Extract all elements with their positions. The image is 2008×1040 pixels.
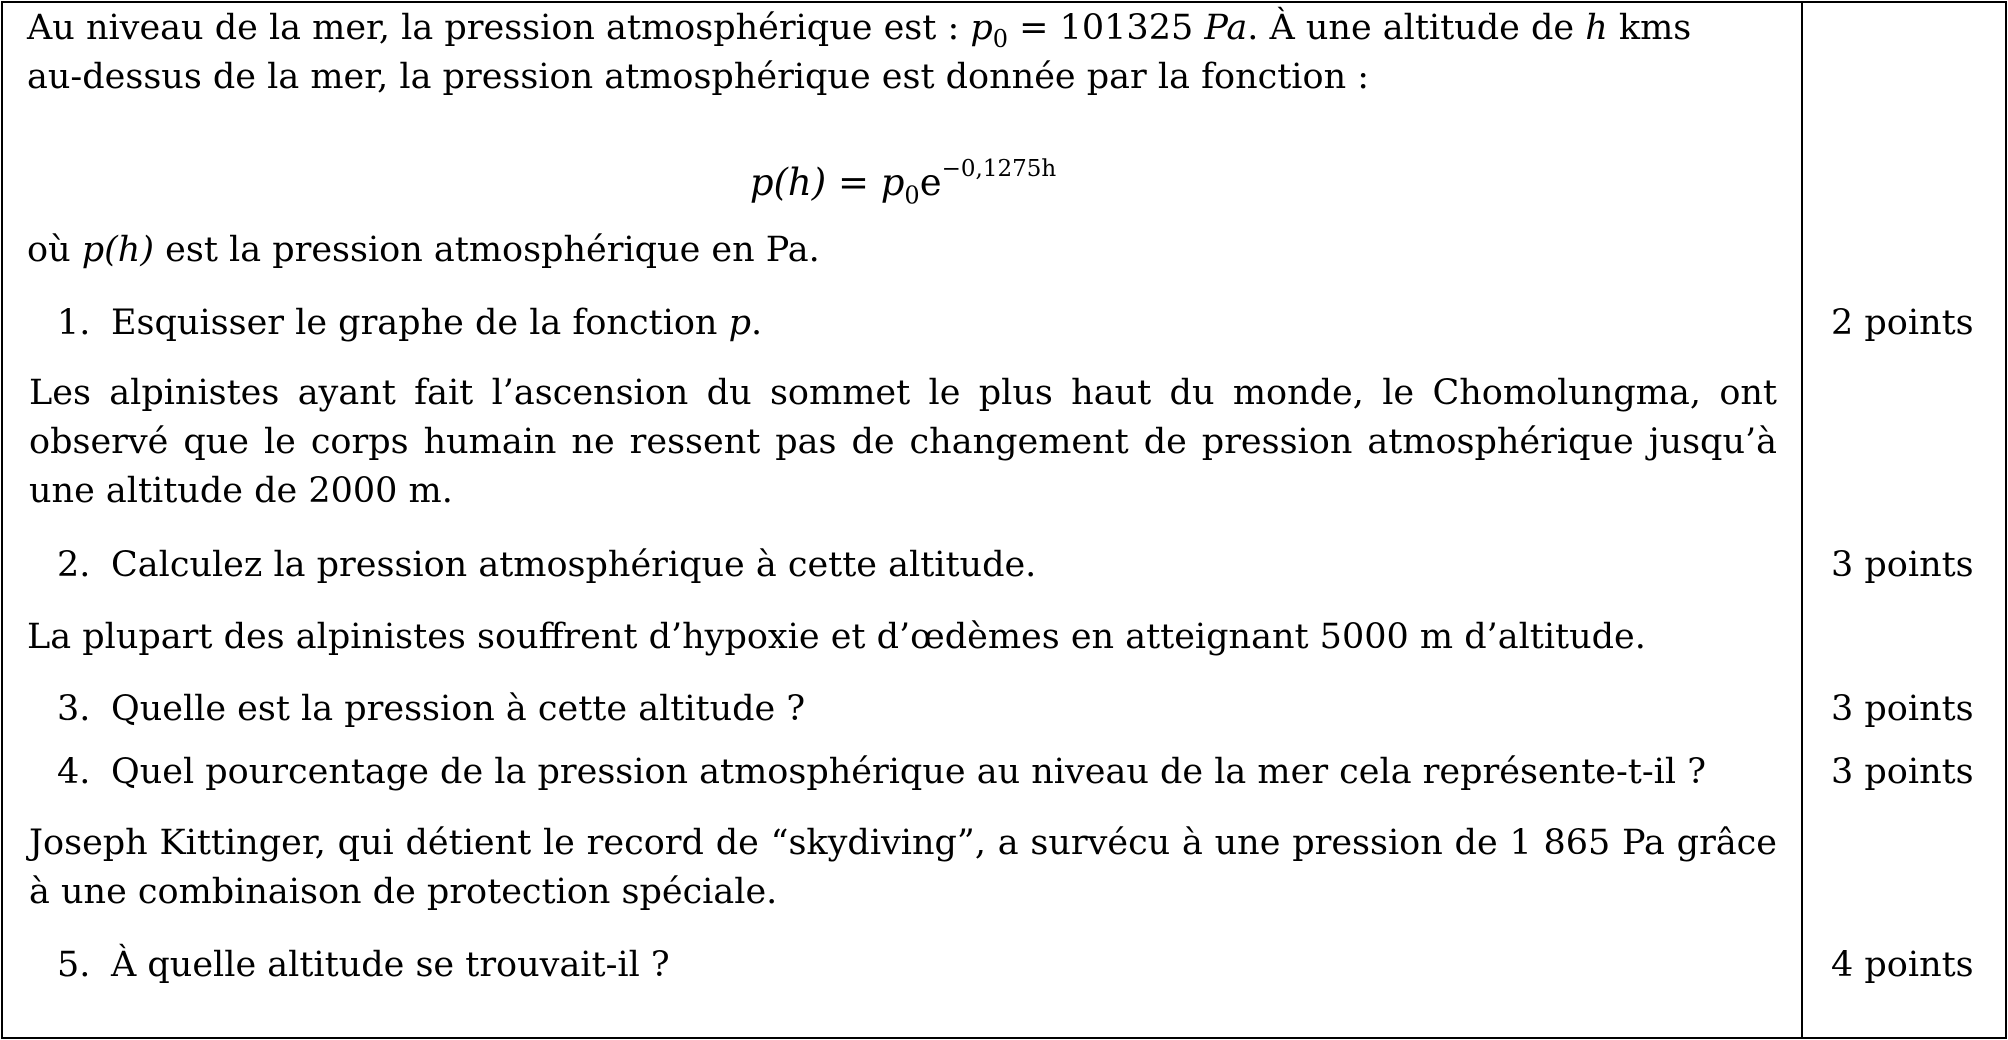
question-text: Calculez la pression atmosphérique à cette altitude. [111,545,1037,585]
question-text: Quelle est la pression à cette altitude ? [111,689,806,729]
question-number: 1. [57,303,91,343]
formula-equals: = [826,161,881,204]
pressure-unit: Pa [1204,8,1248,48]
paragraph-alpinistes: Les alpinistes ayant fait l’ascension du sommet le plus haut du monde, le Chomolungma, ont observé que le corps humain ne ressent pas de changement de pression atmosphérique jusqu’à une altitude de 2000 m. [29,373,1777,511]
exercise-table [1,1,2007,1039]
paragraph-hypoxie: La plupart des alpinistes souffrent d’hypoxie et d’œdèmes en atteignant 5000 m d’altitude. [27,617,1646,657]
intro-text-mid: . À une altitude de [1247,8,1586,48]
question-symbol: p [728,303,751,343]
points-question-3: 3 points [1831,689,1974,729]
question-5 [57,940,670,990]
question-3 [57,684,805,734]
question-2 [57,540,1036,590]
question-4 [57,747,1706,797]
p0-symbol: p [970,8,993,48]
where-symbol: p(h) [81,230,155,270]
formula-lhs: p(h) [749,161,827,204]
question-text: Esquisser le graphe de la fonction [111,303,729,343]
paragraph-kittinger: Joseph Kittinger, qui détient le record de “skydiving”, a survécu à une pression de 1 865 Pa grâce à une combinaison de protection spéciale. [29,823,1777,912]
p0-subscript: 0 [992,25,1009,53]
h-symbol: h [1585,8,1608,48]
question-number: 5. [57,945,91,985]
question-number: 3. [57,689,91,729]
where-line [27,225,820,275]
intro-text: Au niveau de la mer, la pression atmosphérique est : [27,8,971,48]
p0-value: = 101325 [1008,8,1205,48]
formula [3,141,1803,223]
where-post: est la pression atmosphérique en Pa. [154,230,820,270]
points-question-5: 4 points [1831,945,1974,985]
question-text-post: . [750,303,763,343]
formula-p0: p [880,161,905,204]
points-question-1: 2 points [1831,303,1974,343]
intro-line-2: au-dessus de la mer, la pression atmosphérique est donnée par la fonction : [27,57,1370,97]
intro-text-post: kms [1607,8,1692,48]
question-number: 2. [57,545,91,585]
question-1 [57,298,762,348]
question-number: 4. [57,752,91,792]
where-pre: où [27,230,82,270]
question-text: Quel pourcentage de la pression atmosphérique au niveau de la mer cela représente-t-il ? [111,752,1706,792]
points-question-4: 3 points [1831,752,1974,792]
question-text: À quelle altitude se trouvait-il ? [111,945,670,985]
formula-p0-subscript: 0 [904,181,920,210]
formula-base: e [919,161,942,204]
formula-exponent: −0,1275h [941,156,1057,182]
points-question-2: 3 points [1831,545,1974,585]
